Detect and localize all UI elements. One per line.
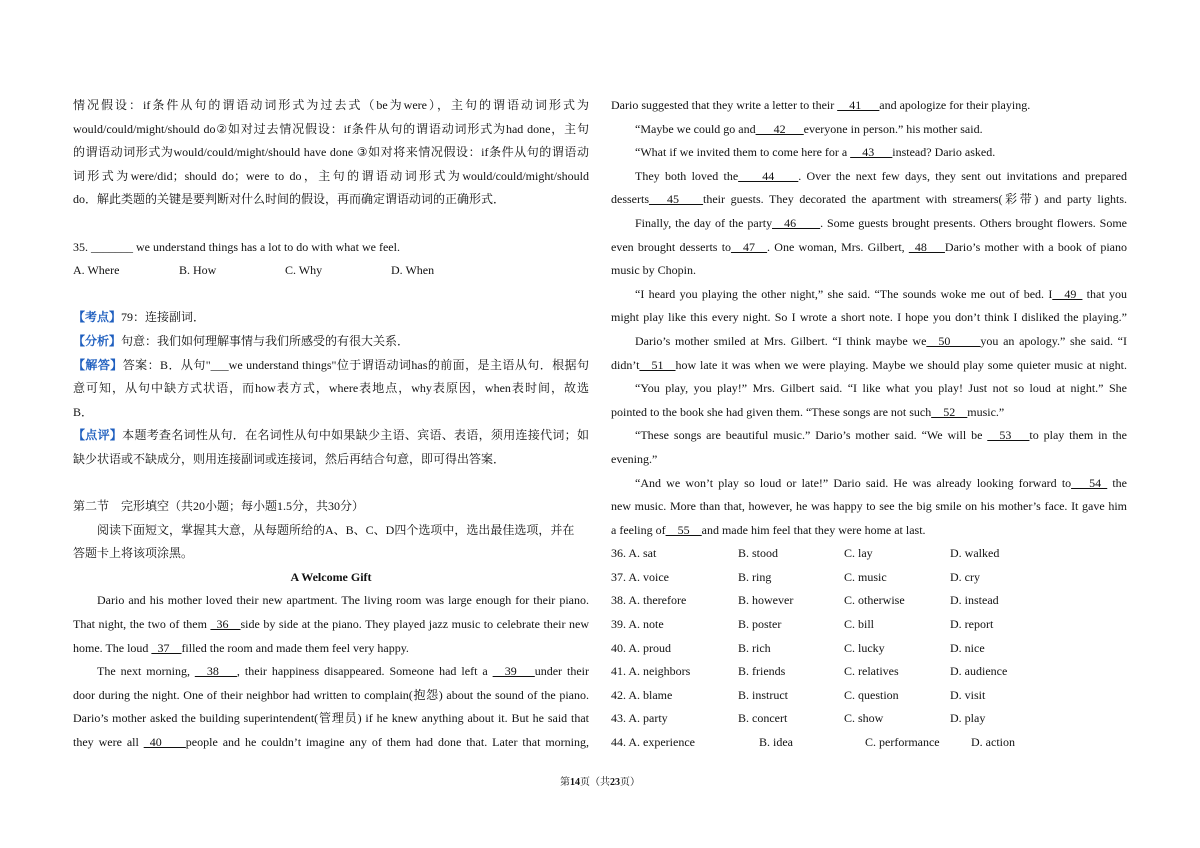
blank-55: __55__: [665, 522, 702, 537]
passage-line: a feeling of__55__and made him feel that they were home at last.: [611, 522, 926, 537]
option: C. relatives: [844, 664, 899, 679]
page-number: 14: [570, 777, 580, 788]
option: D. cry: [950, 569, 980, 584]
option: 40. A. proud: [611, 640, 671, 655]
option: A. Where: [73, 263, 120, 278]
blank-52: __52__: [931, 404, 968, 419]
option: D. visit: [950, 687, 986, 702]
passage-line: home. The loud _37__filled the room and made them feel very happy.: [73, 640, 409, 655]
intro-line: 词形式为were/did；should do；were to do，主句的谓语动词形式为would/could/might/should: [73, 168, 589, 183]
option: C. music: [844, 569, 887, 584]
option-row: [611, 566, 1127, 590]
option: C. Why: [285, 263, 323, 278]
option: B. stood: [738, 546, 779, 561]
option: 43. A. party: [611, 711, 668, 726]
jieda-row: [73, 354, 589, 378]
fenxi-row: [73, 330, 589, 354]
option: 38. A. therefore: [611, 593, 687, 608]
passage-line: The next morning, __38___, their happiness disappeared. Someone had left a __39___under their: [97, 664, 589, 679]
instructions-line: 阅读下面短文，掌握其大意，从每题所给的A、B、C、D四个选项中，选出最佳选项，并在: [97, 522, 575, 537]
blank-46: __46____: [772, 215, 821, 230]
option: B. instruct: [738, 687, 788, 702]
blank-39: __39___: [492, 664, 535, 679]
question-35-stem: 35. _______ we understand things has a lot to do with what we feel.: [73, 239, 400, 254]
jieda-text: 答案：B．从句"___we understand things"位于谓语动词has的前面，是主语从句．根据句: [122, 357, 589, 372]
question-35-options: [73, 259, 589, 283]
option: C. bill: [844, 617, 875, 632]
passage-line: “What if we invited them to come here for a __43___instead? Dario asked.: [635, 145, 996, 160]
option: B. however: [738, 593, 794, 608]
blank-41: __41___: [837, 98, 880, 112]
fenxi-text: 句意：我们如何理解事情与我们所感受的有很大关系．: [121, 333, 410, 348]
blank-44: ____44____: [738, 168, 799, 183]
passage-line: didn’t__51__how late it was when we were playing. Maybe we should play some quieter music at night.: [611, 357, 1127, 372]
option: D. When: [391, 263, 435, 278]
jieda-label: 【解答】: [73, 357, 123, 372]
option: C. otherwise: [844, 593, 905, 608]
passage-line: Finally, the day of the party__46____. Some guests brought presents. Others brought flowers. Some: [635, 215, 1127, 230]
intro-line: 情况假设：if条件从句的谓语动词形式为过去式（be为were），主句的谓语动词形式为: [73, 98, 589, 112]
intro-line: 的谓语动词形式为would/could/might/should have done ③如对将来情况假设：if条件从句的谓语动: [73, 145, 589, 160]
option-row: [611, 707, 1127, 731]
passage-line: “I heard you playing the other night,” she said. “The sounds woke me out of bed. I__49_ that you: [635, 286, 1127, 301]
passage-line: They both loved the____44____. Over the next few days, they sent out invitations and prepared: [635, 168, 1127, 183]
blank-47: __47__: [731, 239, 768, 254]
passage-line: Dario and his mother loved their new apartment. The living room was large enough for their piano.: [97, 593, 589, 608]
passage-line: they were all _40____people and he couldn’t imagine any of them had done that. Later that morning,: [73, 735, 590, 750]
passage-line: even brought desserts to__47__. One woman, Mrs. Gilbert, _48___Dario’s mother with a book of piano: [611, 239, 1127, 254]
blank-50: __50_____: [926, 333, 981, 348]
option-row: [611, 613, 1127, 637]
kaodian-row: [73, 306, 589, 330]
blank-54: ___54_: [1071, 475, 1108, 490]
passage-line: “And we won’t play so loud or late!” Dario said. He was already looking forward to___54_ the: [635, 475, 1127, 490]
passage-line: door during the night. One of their neighbor had written to complain(抱怨) about the sound of the piano.: [73, 687, 589, 702]
option: B. poster: [738, 617, 782, 632]
option: B. friends: [738, 664, 786, 679]
option: 39. A. note: [611, 617, 664, 632]
dianping-line: 缺少状语或不缺成分，则用连接副词或连接词，然后再结合句意，即可得出答案．: [73, 451, 506, 466]
option: B. How: [179, 263, 217, 278]
instructions-line: 答题卡上将该项涂黑。: [73, 546, 194, 561]
option: B. rich: [738, 640, 771, 655]
passage-line: Dario’s mother smiled at Mrs. Gilbert. “I think maybe we__50_____you an apology.” she said. “I: [635, 333, 1127, 348]
option: B. ring: [738, 569, 772, 584]
option: B. idea: [759, 735, 793, 750]
option: D. nice: [950, 640, 985, 655]
passage-line: “These songs are beautiful music.” Dario’s mother said. “We will be __53___to play them in the: [635, 428, 1128, 443]
dianping-row: [73, 424, 589, 448]
passage-line: Dario’s mother asked the building superintendent(管理员) if he knew anything about it. But he said that: [73, 711, 589, 726]
blank-38: __38___: [194, 664, 237, 679]
option: C. lay: [844, 546, 873, 561]
option: 41. A. neighbors: [611, 664, 691, 679]
passage-line: desserts___45____their guests. They decorated the apartment with streamers(彩带) and party lights.: [611, 192, 1127, 207]
option: D. walked: [950, 546, 1000, 561]
passage-line: Dario suggested that they write a letter to their __41___and apologize for their playing.: [611, 98, 1031, 112]
dianping-text: 本题考查名词性从句．在名词性从句中如果缺少主语、宾语、表语，须用连接代词；如: [122, 428, 589, 443]
option: 42. A. blame: [611, 687, 673, 702]
passage-line: might play like this every night. So I wrote a short note. I hope you don’t think I disliked the playing.”: [611, 310, 1127, 325]
blank-53: __53___: [987, 428, 1030, 443]
blank-43: __43___: [850, 145, 893, 160]
option-row: [611, 542, 1127, 566]
intro-line: do．解此类题的关键是要判断对什么时间的假设，再而确定谓语动词的正确形式．: [73, 192, 506, 207]
option: 37. A. voice: [611, 569, 669, 584]
option-row: [611, 684, 1127, 708]
fenxi-label: 【分析】: [73, 333, 122, 348]
option: 36. A. sat: [611, 546, 657, 561]
option-row: [611, 731, 1127, 755]
section-title: 第二节 完形填空（共20小题；每小题1.5分，共30分）: [73, 499, 365, 514]
blank-45: ___45____: [649, 192, 703, 207]
blank-36: _36__: [210, 617, 241, 632]
passage-line: “Maybe we could go and___42___everyone in person.” his mother said.: [635, 121, 983, 136]
blank-48: _48___: [908, 239, 945, 254]
blank-49: __49_: [1052, 286, 1083, 301]
blank-37: _37__: [151, 640, 182, 655]
option-row: [611, 589, 1127, 613]
option: 44. A. experience: [611, 735, 695, 750]
blank-40: _40____: [143, 735, 186, 750]
kaodian-text: 79：连接副词．: [121, 310, 206, 325]
option-row: [611, 637, 1127, 661]
kaodian-label: 【考点】: [73, 310, 122, 325]
option: C. question: [844, 687, 899, 702]
intro-line: would/could/might/should do②如对过去情况假设：if条件从句的谓语动词形式为had done，主句: [73, 121, 589, 136]
passage-line: evening.”: [611, 451, 658, 466]
passage-line: “You play, you play!” Mrs. Gilbert said. “I like what you play! Just not so loud at night.” She: [635, 381, 1127, 396]
option: D. instead: [950, 593, 999, 608]
dianping-label: 【点评】: [73, 428, 123, 443]
passage-line: pointed to the book she had given them. “These songs are not such__52__music.”: [611, 404, 1005, 419]
option: D. action: [971, 735, 1015, 750]
option: D. audience: [950, 664, 1008, 679]
option-row: [611, 660, 1127, 684]
passage-line: music by Chopin.: [611, 263, 697, 278]
passage-line: That night, the two of them _36__side by side at the piano. They played jazz music to celebrate their new: [73, 617, 590, 632]
right-column: [611, 94, 1127, 755]
option: C. lucky: [844, 640, 885, 655]
blank-42: ___42___: [755, 121, 804, 136]
jieda-line: 意可知，从句中缺方式状语，而how表方式，where表地点，why表原因，when表时间，故选: [73, 381, 589, 396]
option: C. show: [844, 711, 884, 726]
passage-line: new music. More than that, however, he was happy to see the big smile on his mother’s face. It gave him: [611, 499, 1127, 514]
left-column: [73, 94, 589, 755]
passage-title: A Welcome Gift: [290, 569, 372, 584]
option: D. report: [950, 617, 994, 632]
option: C. performance: [865, 735, 940, 750]
blank-51: __51__: [639, 357, 676, 372]
option: D. play: [950, 711, 986, 726]
page-footer: 第14页（共23页）: [560, 777, 640, 788]
jieda-line: B．: [73, 404, 94, 419]
page-total: 23: [610, 777, 620, 788]
option: B. concert: [738, 711, 788, 726]
